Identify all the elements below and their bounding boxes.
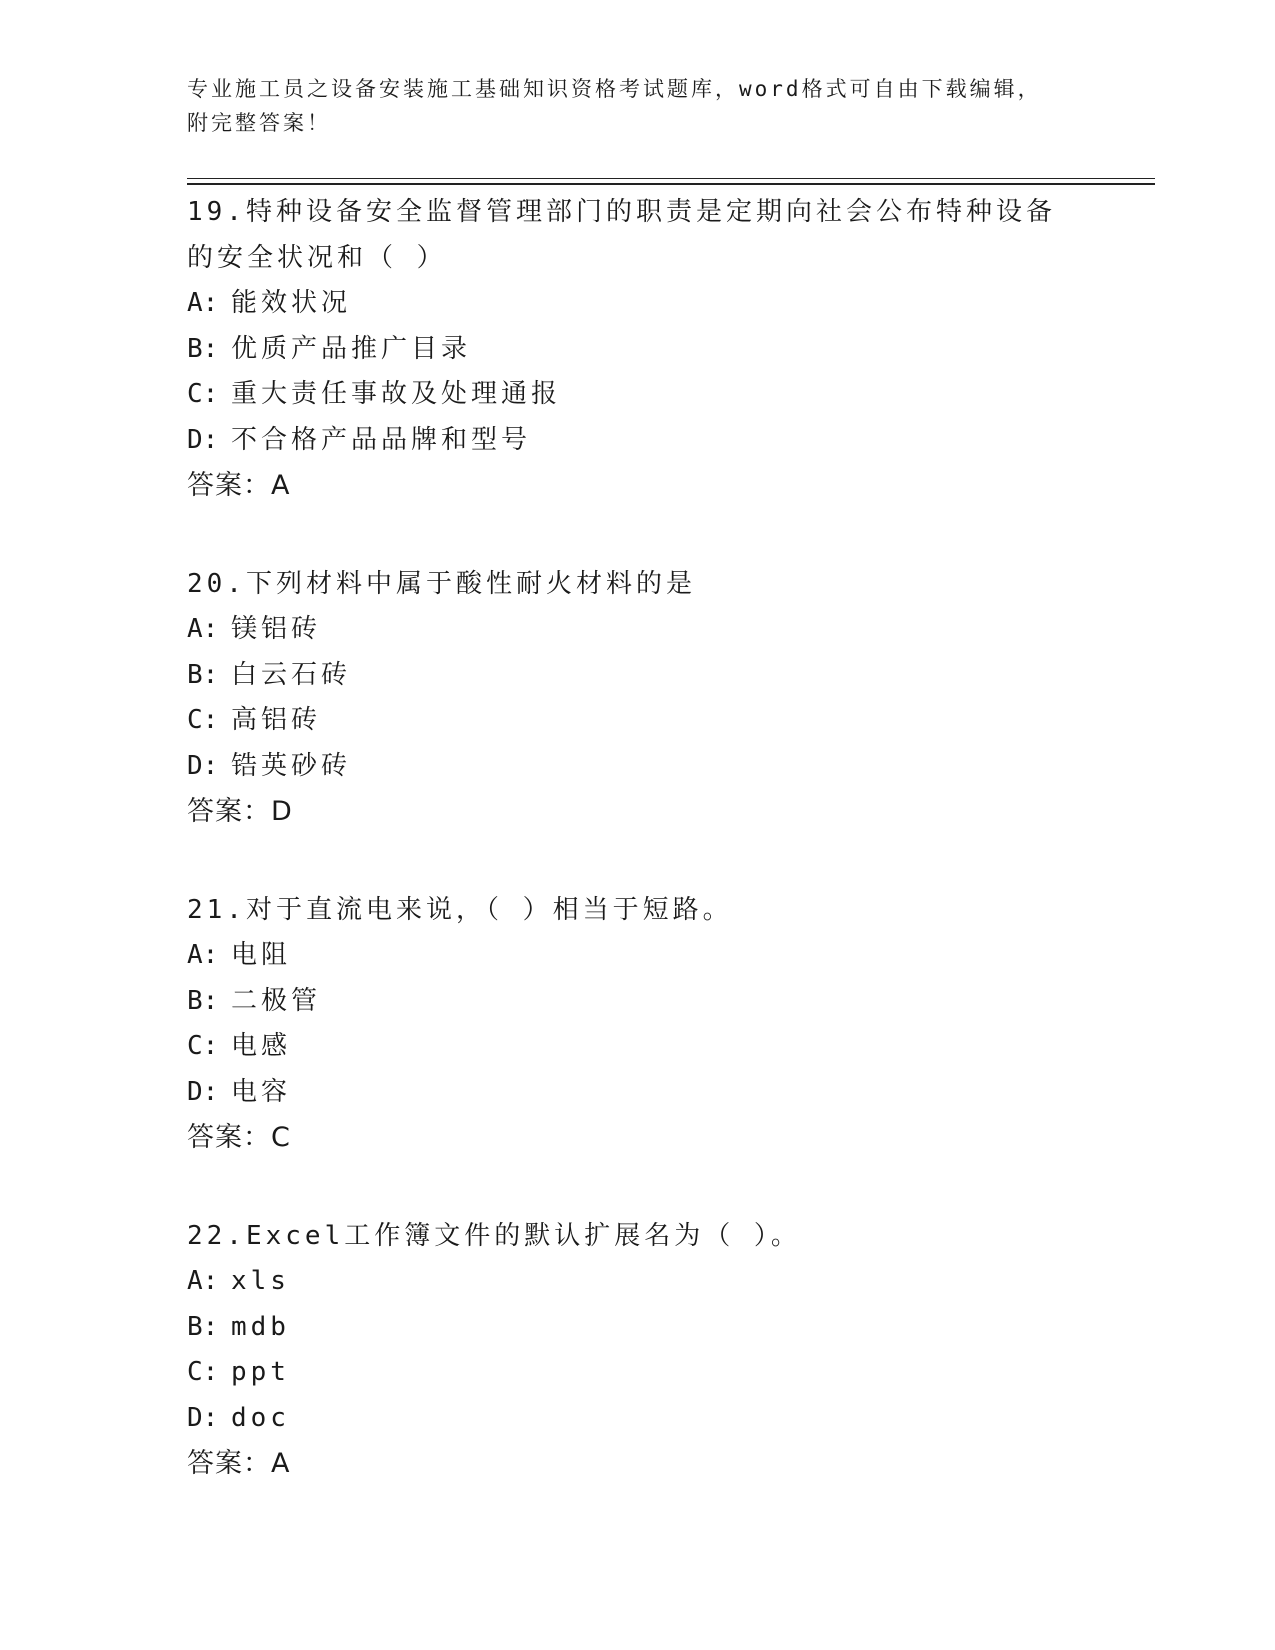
option-letter: B: [187,659,219,690]
option-text: 电阻 [231,940,292,970]
question-block [187,888,1155,1161]
question-block [187,190,1155,509]
answer-option [187,1259,1155,1305]
question-text: 21.对于直流电来说，（ ）相当于短路。 [187,894,733,925]
option-letter: A: [187,940,219,970]
option-text: 电感 [231,1031,292,1061]
answer-key: 答案：D [187,796,293,827]
option-text: ppt [231,1357,290,1387]
option-text: 镁铝砖 [231,614,322,644]
answer-option [187,1396,1155,1442]
option-text: 重大责任事故及处理通报 [231,379,562,409]
answer-option [187,933,1155,979]
option-letter: B: [187,985,219,1016]
answer-option [187,744,1155,790]
option-letter: B: [187,1311,219,1342]
option-letter: D: [187,1076,219,1107]
option-letter: C: [187,705,219,735]
answer-option [187,372,1155,418]
option-letter: D: [187,1402,219,1433]
option-text: 不合格产品品牌和型号 [231,424,532,455]
question-block [187,1214,1155,1487]
answer-option [187,653,1155,699]
option-text: 锆英砂砖 [231,750,352,781]
header-divider-thin [187,178,1155,179]
document-header [187,72,1087,140]
answer-option [187,1070,1155,1116]
option-text: 白云石砖 [231,659,352,690]
option-text: 优质产品推广目录 [231,333,472,364]
option-text: 能效状况 [231,288,352,318]
answer-option [187,607,1155,653]
answer-option [187,1024,1155,1070]
question-text: 22.Excel工作簿文件的默认扩展名为（ ）。 [187,1220,801,1251]
answer-option [187,979,1155,1025]
option-letter: D: [187,750,219,781]
answer-option [187,698,1155,744]
option-letter: A: [187,1266,219,1296]
answer-option [187,327,1155,373]
option-letter: C: [187,379,219,409]
option-text: mdb [231,1311,290,1342]
question-text: 19.特种设备安全监督管理部门的职责是定期向社会公布特种设备的安全状况和（ ） [187,197,1056,273]
header-line-1: 专业施工员之设备安装施工基础知识资格考试题库，word格式可自由下载编辑， [187,77,1042,101]
option-letter: C: [187,1357,219,1387]
option-text: 电容 [231,1076,292,1107]
question-text: 20.下列材料中属于酸性耐火材料的是 [187,568,696,599]
option-letter: C: [187,1031,219,1061]
option-letter: A: [187,614,219,644]
option-text: doc [231,1402,290,1433]
option-text: 二极管 [231,985,322,1016]
question-list [187,190,1155,1540]
answer-option [187,281,1155,327]
answer-key: 答案：A [187,470,291,501]
option-letter: D: [187,424,219,455]
answer-key: 答案：C [187,1122,291,1153]
answer-option [187,418,1155,464]
answer-key: 答案：A [187,1448,291,1479]
option-letter: A: [187,288,219,318]
option-letter: B: [187,333,219,364]
header-divider-thick [187,183,1155,185]
header-line-2: 附完整答案！ [187,111,331,135]
option-text: 高铝砖 [231,705,322,735]
answer-option [187,1305,1155,1351]
answer-option [187,1350,1155,1396]
option-text: xls [231,1266,290,1296]
question-block [187,562,1155,835]
